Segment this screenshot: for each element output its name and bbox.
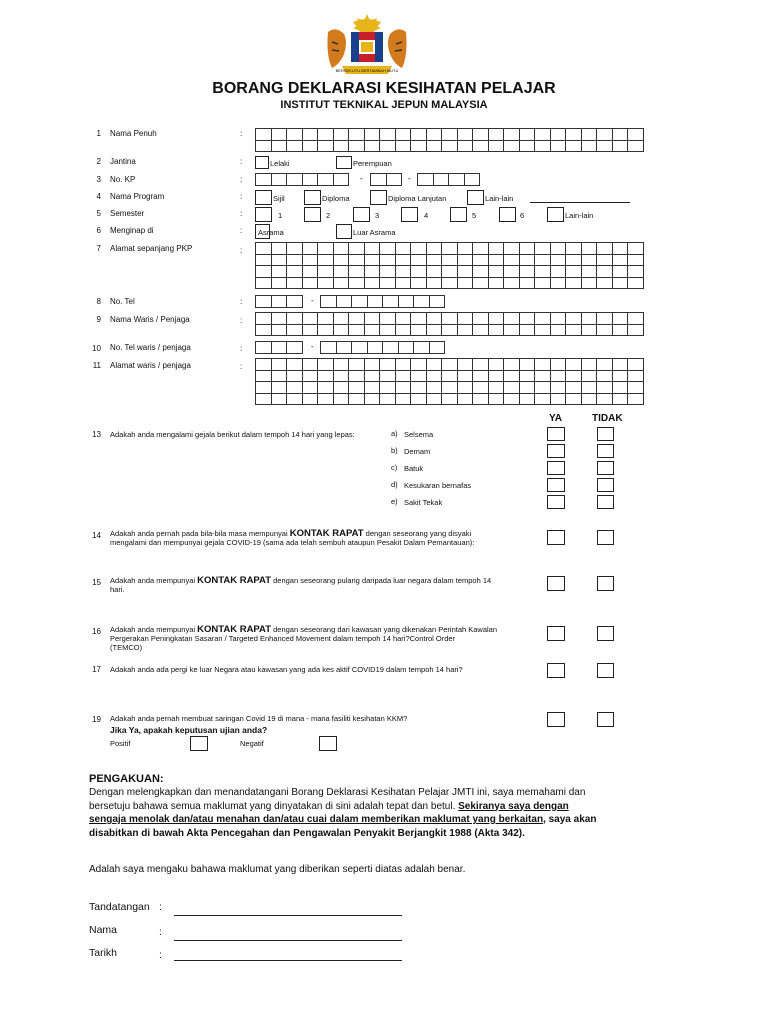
q14-tidak-checkbox[interactable] <box>597 530 614 545</box>
no-kp-part3[interactable] <box>417 173 480 186</box>
crest-motto: BERSEKUTU BERTAMBAH MUTU <box>335 68 399 73</box>
colon: : <box>240 129 243 138</box>
semester-3-label: 3 <box>375 211 380 220</box>
form-title: BORANG DEKLARASI KESIHATAN PELAJAR <box>212 80 556 97</box>
semester-4-label: 4 <box>424 211 429 220</box>
program-lanjutan-label: Diploma Lanjutan <box>388 194 447 203</box>
program-diploma-checkbox[interactable] <box>304 190 321 205</box>
q13b-tidak-checkbox[interactable] <box>597 444 614 458</box>
colon: : <box>159 926 162 938</box>
colon: : <box>159 949 162 961</box>
q17-text: Adakah anda ada pergi ke luar Negara atau kawasan yang ada kes aktif COVID19 dalam tempoh 14 hari? <box>110 665 463 674</box>
question-number: 19 <box>92 715 101 724</box>
q13c-ya-checkbox[interactable] <box>547 461 565 475</box>
colon: : <box>240 246 243 255</box>
q16-text <box>110 625 540 654</box>
q13-item-label: Batuk <box>404 464 424 473</box>
q15-post: dengan seseorang pulang daripada luar negara dalam tempoh 14 <box>271 576 492 585</box>
q15-text <box>110 576 540 594</box>
q17-ya-checkbox[interactable] <box>547 663 565 678</box>
declaration-line-1: Dengan melengkapkan dan menandatangani Borang Deklarasi Kesihatan Pelajar JMTI ini, saya memahami dan <box>89 787 586 798</box>
question-number: 16 <box>92 627 101 636</box>
semester-2-label: 2 <box>326 211 331 220</box>
q14-pre: Adakah anda pernah pada bila-bila masa mempunyai <box>110 529 290 538</box>
q13e-ya-checkbox[interactable] <box>547 495 565 509</box>
field-number: 4 <box>96 192 101 201</box>
program-diploma-label: Diploma <box>322 194 350 203</box>
q15-pre: Adakah anda mempunyai <box>110 576 198 585</box>
declaration-text <box>89 786 649 840</box>
field-number: 9 <box>96 315 101 324</box>
q19-tidak-checkbox[interactable] <box>597 712 614 727</box>
q16-pre: Adakah anda mempunyai <box>110 625 198 634</box>
q13c-tidak-checkbox[interactable] <box>597 461 614 475</box>
answer-ya-header: YA <box>549 413 562 424</box>
semester-5-checkbox[interactable] <box>450 207 467 222</box>
name-line[interactable] <box>174 940 402 941</box>
declaration-heading: PENGAKUAN: <box>89 773 164 785</box>
signature-line[interactable] <box>174 915 402 916</box>
gender-male-checkbox[interactable] <box>255 156 269 169</box>
declaration-l2a: bersetuju bahawa semua maklumat yang dinyatakan di sini adalah tepat dan betul. <box>89 800 459 812</box>
date-label: Tarikh <box>89 947 118 959</box>
question-number: 15 <box>92 578 101 587</box>
q19-ya-checkbox[interactable] <box>547 712 565 727</box>
q13-item-label: Sakit Tekak <box>404 498 443 507</box>
field-label: Nama Program <box>110 192 165 201</box>
declaration-line-4: disabitkan di bawah Akta Pencegahan dan Pengawalan Penyakit Berjangkit 1988 (Akta 342). <box>89 827 525 839</box>
q16-ya-checkbox[interactable] <box>547 626 565 641</box>
stay-luar-checkbox[interactable] <box>336 224 352 239</box>
q15-tidak-checkbox[interactable] <box>597 576 614 591</box>
q19-positif-checkbox[interactable] <box>190 736 208 751</box>
program-lain-checkbox[interactable] <box>467 190 484 205</box>
semester-6-label: 6 <box>520 211 525 220</box>
semester-1-label: 1 <box>278 211 283 220</box>
colon: : <box>240 297 243 306</box>
colon: : <box>240 362 243 371</box>
program-lain-line[interactable] <box>530 202 630 203</box>
semester-2-checkbox[interactable] <box>304 207 321 222</box>
q13a-tidak-checkbox[interactable] <box>597 427 614 441</box>
question-number: 17 <box>92 665 101 674</box>
dash: - <box>311 342 314 351</box>
q13-item-key: a) <box>391 429 398 438</box>
colon: : <box>240 344 243 353</box>
program-sijil-checkbox[interactable] <box>255 190 272 205</box>
field-number: 2 <box>96 157 101 166</box>
signature-label: Tandatangan <box>89 901 150 913</box>
field-label: No. KP <box>110 175 136 184</box>
answer-tidak-header: TIDAK <box>592 413 623 424</box>
colon: : <box>240 209 243 218</box>
field-label: Semester <box>110 209 145 218</box>
declaration-l2b: Sekiranya saya dengan <box>458 800 569 812</box>
date-line[interactable] <box>174 960 402 961</box>
q13-item-label: Kesukaran bernafas <box>404 481 472 490</box>
field-label: Nama Waris / Penjaga <box>110 315 190 324</box>
semester-6-checkbox[interactable] <box>499 207 516 222</box>
stay-luar-label: Luar Asrama <box>353 228 396 237</box>
q13d-ya-checkbox[interactable] <box>547 478 565 492</box>
field-label: Alamat waris / penjaga <box>110 361 191 370</box>
nama-penuh-grid[interactable] <box>255 128 644 152</box>
nama-waris-grid[interactable] <box>255 312 644 336</box>
semester-lain-checkbox[interactable] <box>547 207 564 222</box>
field-number: 1 <box>96 129 101 138</box>
q19-subquestion: Jika Ya, apakah keputusan ujian anda? <box>110 725 268 735</box>
semester-4-checkbox[interactable] <box>401 207 418 222</box>
colon: : <box>240 226 243 235</box>
field-label: No. Tel <box>110 297 135 306</box>
q15-kontak-rapat: KONTAK RAPAT <box>197 575 272 586</box>
form-subtitle: INSTITUT TEKNIKAL JEPUN MALAYSIA <box>280 99 488 111</box>
field-label: Alamat sepanjang PKP <box>110 244 193 253</box>
field-label: Nama Penuh <box>110 129 157 138</box>
semester-lain-label: Lain-lain <box>565 211 594 220</box>
q19-negatif-checkbox[interactable] <box>319 736 337 751</box>
dash: - <box>408 174 411 183</box>
gender-male-label: Lelaki <box>270 159 290 168</box>
no-tel-part1[interactable] <box>255 295 303 308</box>
stay-asrama-label: Asrama <box>258 228 284 237</box>
q19-positif-label: Positif <box>110 739 131 748</box>
field-number: 6 <box>96 226 101 235</box>
colon: : <box>240 175 243 184</box>
q15-ya-checkbox[interactable] <box>547 576 565 591</box>
q19-text: Adakah anda pernah membuat saringan Covid 19 di mana - mana fasiliti kesihatan KKM? <box>110 714 408 723</box>
q13a-ya-checkbox[interactable] <box>547 427 565 441</box>
q13e-tidak-checkbox[interactable] <box>597 495 614 509</box>
colon: : <box>240 157 243 166</box>
question-number: 14 <box>92 531 101 540</box>
declaration-l3b: , saya akan <box>543 814 597 825</box>
q13d-tidak-checkbox[interactable] <box>597 478 614 492</box>
declaration-l3a: sengaja menolak dan/atau menahan dan/atau cuai dalam memberikan maklumat yang berkaitan <box>89 814 544 825</box>
q16-post: dengan seseorang dari kawasan yang dikenakan Perintah Kawalan <box>271 625 498 634</box>
q14-post: dengan seseorang yang disyaki <box>363 529 472 538</box>
name-label: Nama <box>89 924 118 936</box>
tel-waris-part1[interactable] <box>255 341 303 354</box>
field-label: Menginap di <box>110 226 154 235</box>
q19-negatif-label: Negatif <box>240 739 264 748</box>
gender-female-checkbox[interactable] <box>336 156 352 169</box>
no-tel-part2[interactable] <box>320 295 445 308</box>
field-number: 3 <box>96 175 101 184</box>
alamat-pkp-grid[interactable] <box>255 242 644 289</box>
program-lanjutan-checkbox[interactable] <box>370 190 387 205</box>
q14-line2: mengalami dan mempunyai gejala COVID-19 (sama ada telah sembuh ataupun Pesakit Dalam Pemantauan): <box>110 538 475 547</box>
q17-tidak-checkbox[interactable] <box>597 663 614 678</box>
q14-ya-checkbox[interactable] <box>547 530 565 545</box>
alamat-waris-grid[interactable] <box>255 358 644 405</box>
q13b-ya-checkbox[interactable] <box>547 444 565 458</box>
q13-item-key: e) <box>391 497 398 506</box>
colon: : <box>240 192 243 201</box>
q13-item-key: b) <box>391 446 398 455</box>
q13-item-label: Selsema <box>404 430 434 439</box>
q14-text <box>110 529 540 547</box>
dash: - <box>360 174 363 183</box>
field-number: 11 <box>92 361 101 370</box>
field-number: 7 <box>96 244 101 253</box>
q16-line3: (TEMCO) <box>110 643 143 652</box>
tel-waris-part2[interactable] <box>320 341 445 354</box>
q13-text: Adakah anda mengalami gejala berikut dalam tempoh 14 hari yang lepas: <box>110 430 355 439</box>
q16-tidak-checkbox[interactable] <box>597 626 614 641</box>
colon: : <box>240 316 243 325</box>
field-number: 10 <box>92 344 101 353</box>
gender-female-label: Perempuan <box>353 159 392 168</box>
q15-line2: hari. <box>110 585 125 594</box>
question-number: 13 <box>92 430 101 439</box>
field-number: 8 <box>96 297 101 306</box>
q16-kontak-rapat: KONTAK RAPAT <box>197 625 272 635</box>
semester-5-label: 5 <box>472 211 477 220</box>
declaration-line-2 <box>89 800 649 814</box>
confirmation-text: Adalah saya mengaku bahawa maklumat yang diberikan seperti diatas adalah benar. <box>89 864 466 875</box>
no-kp-part2[interactable] <box>370 173 402 186</box>
field-label: No. Tel waris / penjaga <box>110 343 191 352</box>
semester-3-checkbox[interactable] <box>353 207 370 222</box>
field-label: Jantina <box>110 157 136 166</box>
semester-1-checkbox[interactable] <box>255 207 272 222</box>
field-number: 5 <box>96 209 101 218</box>
program-lain-label: Lain-lain <box>485 194 514 203</box>
program-sijil-label: Sijil <box>273 194 285 203</box>
q14-kontak-rapat: KONTAK RAPAT <box>289 528 364 539</box>
colon: : <box>159 901 162 913</box>
q13-item-key: c) <box>391 463 398 472</box>
no-kp-part1[interactable] <box>255 173 349 186</box>
q16-line2: Pergerakan Peningkatan Sasaran / Targeted Enhanced Movement dalam tempoh 14 hari?Control Order <box>110 634 456 643</box>
q13-item-key: d) <box>391 480 398 489</box>
declaration-line-3 <box>89 813 649 827</box>
dash: - <box>311 296 314 305</box>
q13-item-label: Demam <box>404 447 431 456</box>
